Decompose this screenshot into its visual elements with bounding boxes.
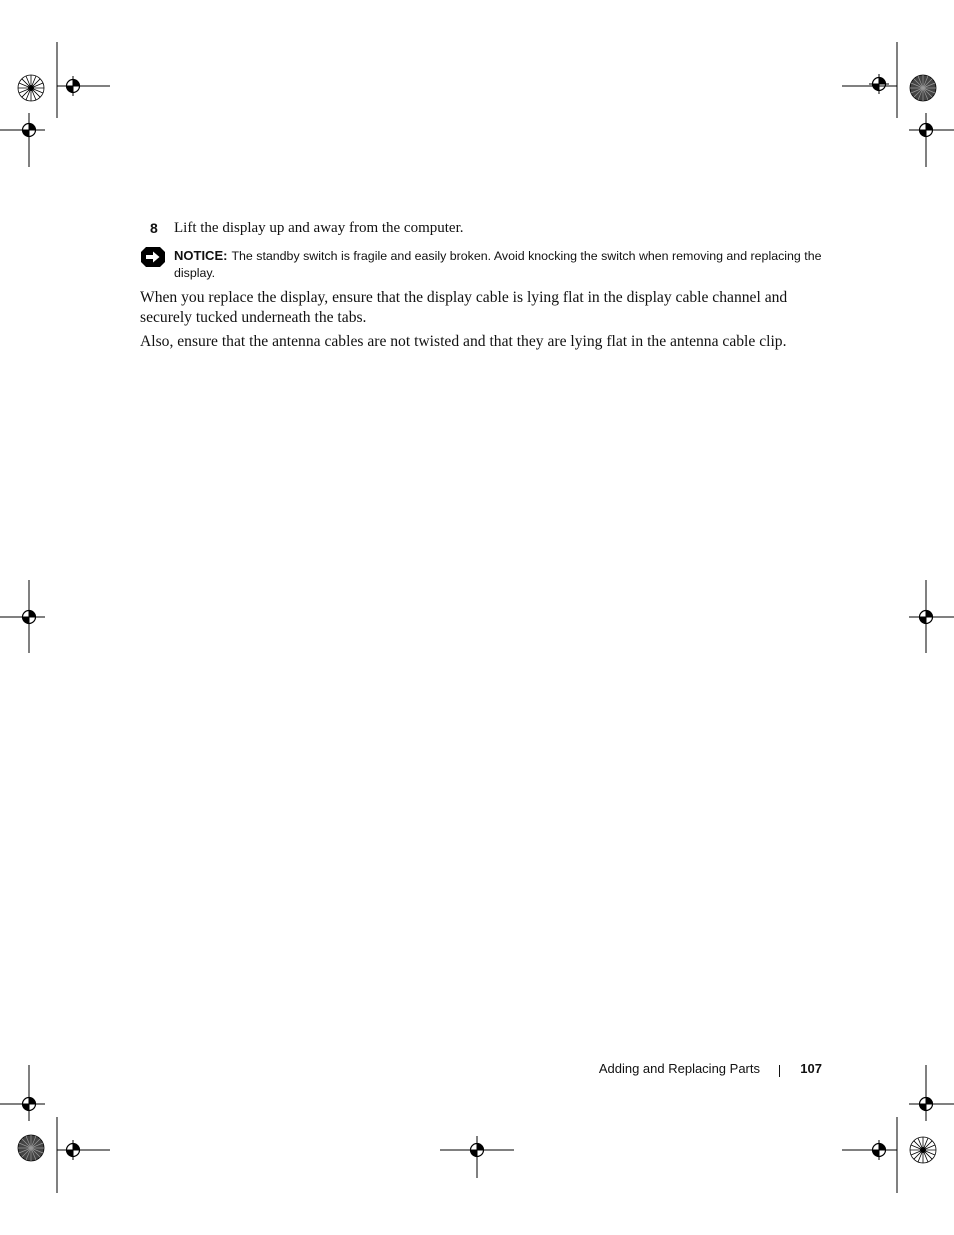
page-number: 107 xyxy=(800,1061,822,1076)
body-paragraph-antenna-cables: Also, ensure that the antenna cables are not twisted and that they are lying flat in the antenna cable clip. xyxy=(140,333,787,350)
page-footer xyxy=(560,1061,822,1081)
step-number: 8 xyxy=(150,220,158,236)
notice-label: NOTICE: xyxy=(174,248,228,263)
notice-body xyxy=(174,247,824,282)
notice-arrow-icon xyxy=(140,246,166,268)
footer-section-title: Adding and Replacing Parts xyxy=(598,1061,760,1076)
footer-divider xyxy=(779,1065,780,1077)
notice-text: The standby switch is fragile and easily broken. Avoid knocking the switch when removing and replacing the display. xyxy=(174,249,822,280)
step-text: Lift the display up and away from the computer. xyxy=(174,220,464,236)
body-paragraph-display-cable: When you replace the display, ensure that the display cable is lying flat in the display cable channel and securely tucked underneath the tabs. xyxy=(140,289,788,326)
